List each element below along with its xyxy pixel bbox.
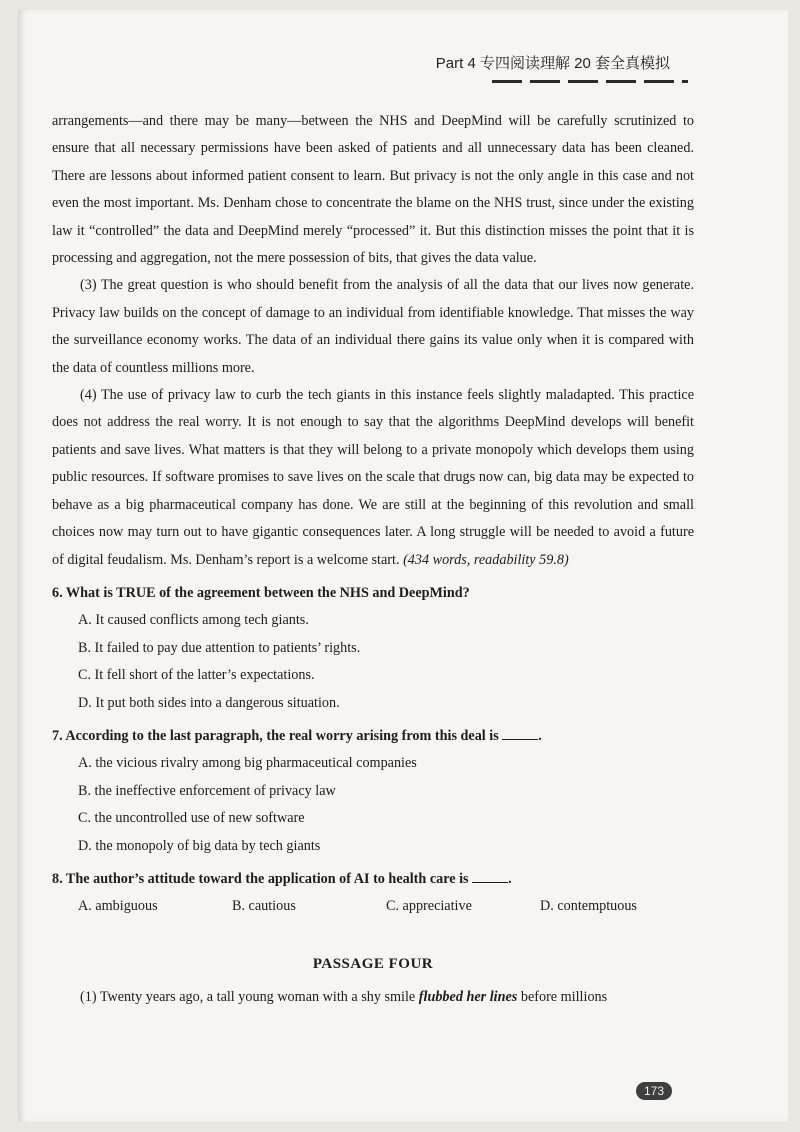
- page-number: 173: [636, 1082, 672, 1100]
- question-stem-text: 8. The author’s attitude toward the application of AI to health care is: [52, 870, 469, 887]
- answer-option[interactable]: D. It put both sides into a dangerous situation.: [78, 694, 340, 711]
- answer-option[interactable]: A. It caused conflicts among tech giants.: [78, 612, 309, 629]
- passage-four-text-start: (1) Twenty years ago, a tall young woman with a shy smile: [80, 989, 416, 1006]
- answer-option[interactable]: A. ambiguous: [78, 898, 158, 915]
- page-body: [52, 108, 694, 1012]
- question-stem: 8. The author’s attitude toward the application of AI to health care is .: [52, 870, 512, 887]
- book-page: [18, 10, 788, 1122]
- answer-option[interactable]: C. It fell short of the latter’s expectations.: [78, 667, 315, 684]
- question-7: [52, 723, 694, 860]
- answer-options-row: [78, 893, 694, 920]
- passage-four-paragraph-1: [52, 984, 694, 1011]
- paragraph-3: (3) The great question is who should benefit from the analysis of all the data that our lives now generate. Privacy law builds on the concept of damage to an individual from identifiable knowledge. That misses the way the surveillance economy works. The data of an individual there gains its value only when it is compared with the data of countless millions more.: [52, 277, 694, 376]
- answer-option[interactable]: B. It failed to pay due attention to patients’ rights.: [78, 639, 361, 656]
- question-stem: 7. According to the last paragraph, the real worry arising from this deal is .: [52, 727, 542, 744]
- passage-four-text-end: before millions: [520, 989, 608, 1006]
- answer-blank: [502, 727, 538, 740]
- emphasized-phrase: flubbed her lines: [418, 989, 518, 1006]
- header-rule: [492, 80, 688, 83]
- question-stem-text: 7. According to the last paragraph, the real worry arising from this deal is: [52, 727, 499, 744]
- answer-option[interactable]: C. the uncontrolled use of new software: [78, 810, 305, 827]
- answer-option[interactable]: C. appreciative: [386, 898, 472, 915]
- answer-option[interactable]: B. cautious: [232, 898, 296, 915]
- running-header: Part 4 专四阅读理解 20 套全真模拟: [435, 55, 670, 72]
- paragraph-4-text: (4) The use of privacy law to curb the tech giants in this instance feels slightly maladapted. This practice does not address the real worry. It is not enough to say that the algorithms DeepMind develops will benefit patients and save lives. What matters is that they will belong to a private monopoly which develops them using public resources. If software promises to save lives on the scale that drugs now can, big data may be expected to behave as a big pharmaceutical company has done. We are still at the beginning of this revolution and small choices now may turn out to have gigantic consequences later. A long struggle will be needed to avoid a future of digital feudalism. Ms. Denham’s report is a welcome start.: [52, 387, 694, 568]
- passage-title: PASSAGE FOUR: [312, 955, 434, 972]
- answer-option[interactable]: A. the vicious rivalry among big pharmaceutical companies: [78, 755, 417, 772]
- answer-option[interactable]: B. the ineffective enforcement of privacy law: [78, 782, 336, 799]
- question-stem: 6. What is TRUE of the agreement between the NHS and DeepMind?: [52, 584, 470, 601]
- question-8: [52, 866, 694, 921]
- paragraph-4: [52, 382, 694, 574]
- answer-option[interactable]: D. contemptuous: [540, 898, 637, 915]
- answer-blank: [472, 870, 508, 883]
- answer-option[interactable]: D. the monopoly of big data by tech giants: [78, 837, 321, 854]
- paragraph-continuation: arrangements—and there may be many—between the NHS and DeepMind will be carefully scrutinized to ensure that all necessary permissions have been asked of patients and all unnecessary data has been cleaned. There are lessons about informed patient consent to learn. But privacy is not the only angle in this case and not even the most important. Ms. Denham chose to concentrate the blame on the NHS trust, since under the existing law it “controlled” the data and DeepMind merely “processed” it. But this distinction misses the point that it is processing and aggregation, not the mere possession of bits, that gives the data value.: [52, 113, 694, 267]
- word-count-citation: (434 words, readability 59.8): [403, 551, 569, 568]
- question-6: [52, 580, 694, 717]
